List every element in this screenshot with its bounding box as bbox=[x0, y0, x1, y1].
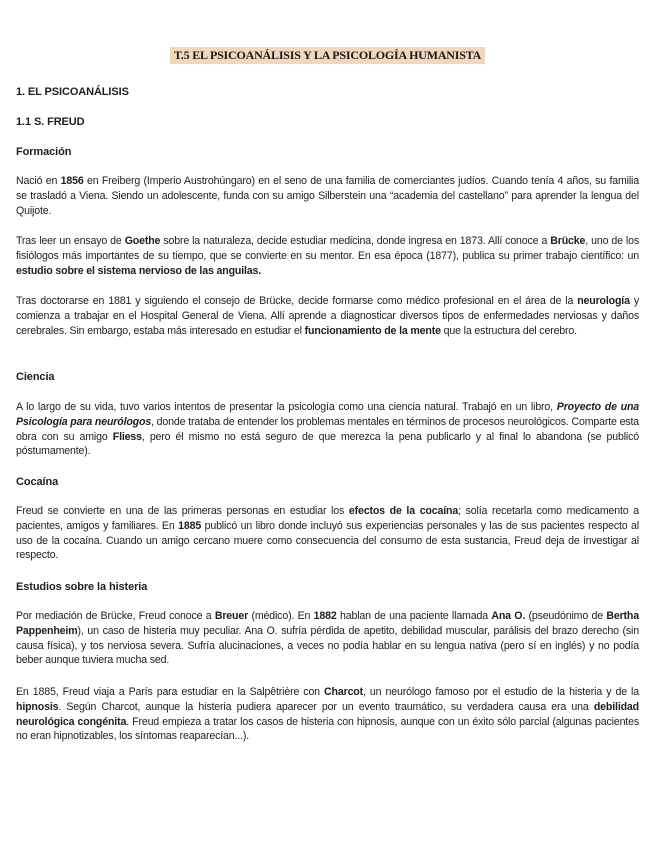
text: ; solía recetarla como medicamento a pacientes, amigos y familiares. En bbox=[16, 505, 639, 532]
bold-text: estudio sobre el sistema nervioso de las anguilas. bbox=[16, 264, 262, 277]
text: publicó un libro donde incluyó sus experiencias personales y las de sus pacientes respecto al uso de la cocaína. Cuando un amigo cercano muere como consecuencia del consumo de esta sustancia, Freud deja de investigar al respecto. bbox=[16, 519, 639, 562]
histeria-paragraph-2 bbox=[16, 685, 639, 744]
heading-cocaina: Cocaína bbox=[16, 476, 59, 488]
title-wrap bbox=[16, 0, 639, 64]
formacion-paragraph-2 bbox=[16, 234, 639, 278]
text: Freud se convierte en una de las primeras personas en estudiar los bbox=[16, 505, 349, 517]
heading-histeria: Estudios sobre la histeria bbox=[16, 581, 148, 593]
heading-psicoanalisis: 1. EL PSICOANÁLISIS bbox=[16, 86, 129, 98]
text: A lo largo de su vida, tuvo varios intentos de presentar la psicología como una ciencia natural. Trabajó en un libro, bbox=[16, 401, 557, 413]
text: ), un caso de histeria muy peculiar. Ana O. sufría pérdida de apetito, debilidad muscular, parálisis del brazo derecho (sin causa física), y tos nerviosa severa. Sufría alucinaciones, a veces no podía hablar en su lengua nativa (pero sí en inglés) y no podía beber aunque tuviera mucha sed. bbox=[16, 624, 639, 667]
histeria-paragraph-1 bbox=[16, 609, 639, 668]
text: hablan de una paciente llamada bbox=[336, 610, 492, 622]
bold-text: 1882 bbox=[313, 610, 337, 622]
bold-text: debilidad neurológica congénita bbox=[16, 700, 639, 728]
text: en Freiberg (Imperio Austrohúngaro) en el seno de una familia de comerciantes judíos. Cuando tenía 4 años, su familia se trasladó a Viena. Siendo un adolescente, funda con su amigo Silberstein una “academia del castellano” para aprender la lengua del Quijote. bbox=[16, 175, 640, 217]
ciencia-heading-wrap bbox=[16, 371, 639, 383]
heading-freud: 1.1 S. FREUD bbox=[16, 116, 85, 128]
bold-text: 1885 bbox=[178, 519, 202, 532]
document-title: T.5 EL PSICOANÁLISIS Y LA PSICOLOGÍA HUMANISTA bbox=[170, 47, 485, 64]
text: , donde trataba de entender los problemas mentales en términos de procesos neurológicos. Comparte esta obra con su amigo bbox=[16, 415, 640, 443]
text: . Según Charcot, aunque la histeria pudiera aparecer por un evento traumático, su verdadera causa era una bbox=[58, 700, 594, 713]
heading-ciencia: Ciencia bbox=[16, 371, 55, 383]
heading-formacion: Formación bbox=[16, 146, 72, 158]
ciencia-paragraph-1 bbox=[16, 400, 639, 459]
histeria-heading-wrap bbox=[16, 581, 639, 593]
formacion-paragraph-1 bbox=[16, 174, 639, 218]
text: (pseudónimo de bbox=[525, 610, 607, 622]
text: que la estructura del cerebro. bbox=[440, 324, 577, 337]
bold-text: Brücke bbox=[550, 235, 586, 247]
bold-text: hipnosis bbox=[16, 700, 59, 713]
text: . Freud empieza a tratar los casos de histeria con hipnosis, aunque con un éxito sólo parcial (algunas pacientes no eran hipnotizables, los síntomas reaparecían...). bbox=[16, 715, 639, 743]
bold-text: Charcot bbox=[324, 686, 364, 698]
section-heading bbox=[16, 86, 639, 98]
bold-text: Breuer bbox=[214, 610, 249, 622]
text: (médico). En bbox=[248, 610, 314, 622]
bold-text: Fliess bbox=[112, 430, 142, 443]
text: , uno de los fisiólogos más importantes de su tiempo, que se convierte en su mentor. En esa época (1877), publica su primer trabajo científico: un bbox=[16, 235, 639, 262]
text: Tras doctorarse en 1881 y siguiendo el consejo de Brücke, decide formarse como médico profesional en el área de la bbox=[16, 295, 578, 307]
cocaina-paragraph-1 bbox=[16, 504, 639, 563]
bold-text: Bertha Pappenheim bbox=[16, 610, 639, 637]
text: sobre la naturaleza, decide estudiar medicina, donde ingresa en 1873. Allí conoce a bbox=[160, 235, 551, 247]
subsection-heading bbox=[16, 116, 639, 128]
bold-text: Ana O. bbox=[491, 610, 526, 622]
text: y comienza a trabajar en el Hospital General de Viena. Allí aprende a diagnosticar diversos tipos de enfermedades nerviosas y daños cerebrales. Sin embargo, estaba más interesado en estudiar el bbox=[16, 295, 639, 337]
bold-text: Goethe bbox=[124, 235, 161, 247]
bold-text: efectos de la cocaína bbox=[348, 505, 459, 517]
bold-text: neurología bbox=[577, 295, 630, 307]
bold-text: 1856 bbox=[60, 175, 84, 187]
text: Tras leer un ensayo de bbox=[16, 235, 125, 247]
bold-text: funcionamiento de la mente bbox=[304, 324, 441, 337]
text: Por mediación de Brücke, Freud conoce a bbox=[16, 610, 215, 622]
cocaina-heading-wrap bbox=[16, 476, 639, 488]
formacion-paragraph-3 bbox=[16, 294, 639, 338]
text: , pero él mismo no está seguro de que merezca la pena publicarlo y al final lo abandona (se publicó póstumamente). bbox=[16, 430, 640, 458]
text: , un neurólogo famoso por el estudio de la histeria y de la bbox=[363, 686, 639, 698]
text: En 1885, Freud viaja a París para estudiar en la Salpêtrière con bbox=[16, 686, 325, 698]
text: Nació en bbox=[16, 175, 61, 187]
formacion-heading-wrap bbox=[16, 146, 639, 158]
book-title: Proyecto de una Psicología para neurólogos bbox=[16, 401, 640, 428]
